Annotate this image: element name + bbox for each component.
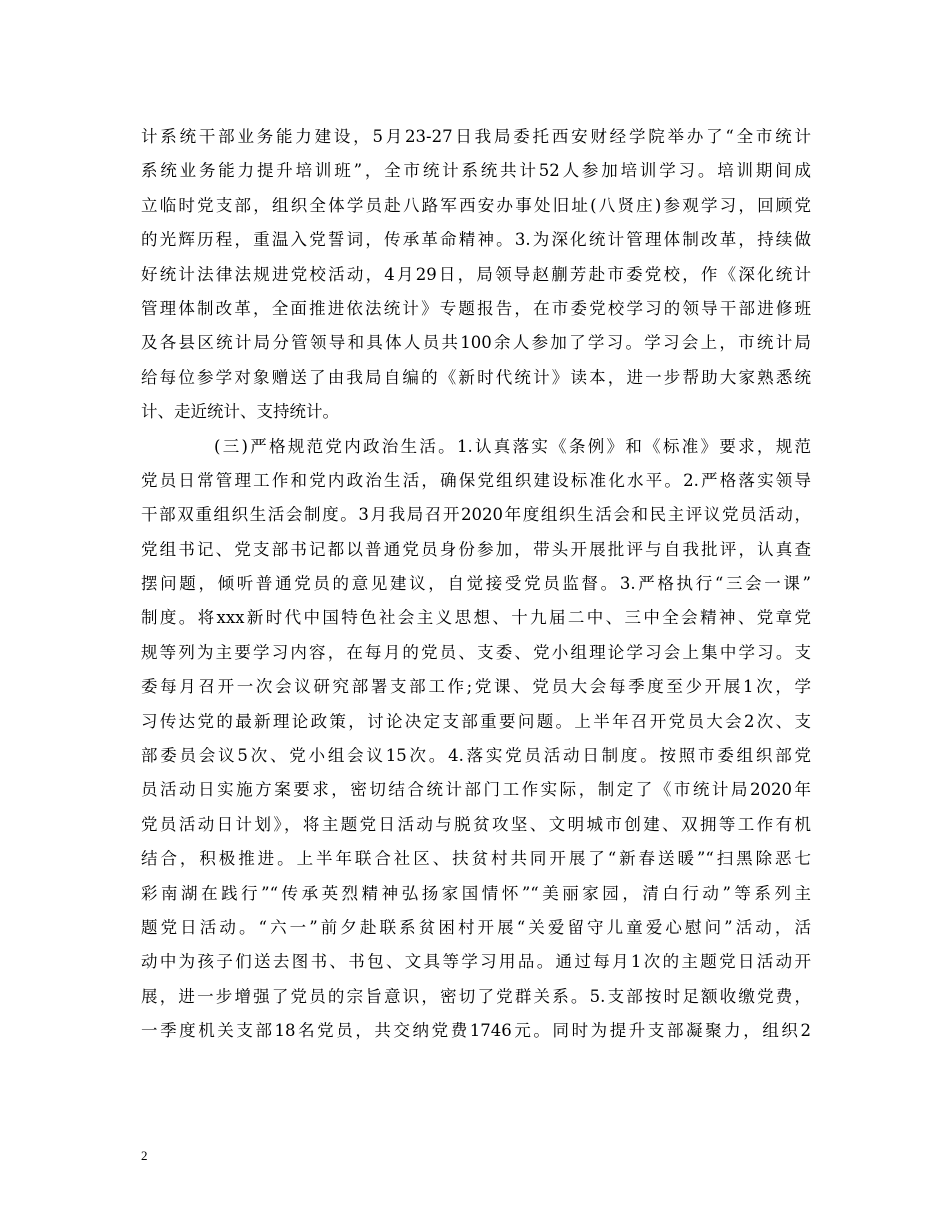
text-line: 好统计法律法规进党校活动，4月29日，局领导赵蒯芳赴市委党校，作《深化统计 (141, 264, 811, 284)
text-line: 计系统干部业务能力建设，5月23-27日我局委托西安财经学院举办了“全市统计 (141, 127, 811, 146)
text-line: 展，进一步增强了党员的宗旨意识，密切了党群关系。5.支部按时足额收缴党费， (141, 986, 811, 1006)
page-number: 2 (141, 1148, 148, 1163)
text-line: 结合，积极推进。上半年联合社区、扶贫村共同开展了“新春送暖”“扫黑除恶七 (141, 849, 811, 869)
text-line: 员活动日实施方案要求，密切结合统计部门工作实际，制定了《市统计局2020年 (141, 780, 811, 800)
paragraph-2 (141, 430, 811, 1049)
text-line: 部委员会议5次、党小组会议15次。4.落实党员活动日制度。按照市委组织部党 (141, 746, 811, 766)
text-line: 题党日活动。“六一”前夕赴联系贫困村开展“关爱留守儿童爱心慰问”活动，活 (141, 917, 811, 937)
text-line: 干部双重组织生活会制度。3月我局召开2020年度组织生活会和民主评议党员活动， (141, 505, 811, 525)
text-line: 立临时党支部，组织全体学员赴八路军西安办事处旧址(八贤庄)参观学习，回顾党 (141, 195, 811, 215)
text-line: 系统业务能力提升培训班”，全市统计系统共计52人参加培训学习。培训期间成 (141, 161, 811, 181)
text-line: 彩南湖在践行”“传承英烈精神弘扬家国情怀”“美丽家园，清白行动”等系列主 (141, 883, 811, 903)
text-line: 管理体制改革，全面推进依法统计》专题报告，在市委党校学习的领导干部进修班 (141, 298, 811, 318)
text-line: 党员活动日计划》，将主题党日活动与脱贫攻坚、文明城市创建、双拥等工作有机 (141, 814, 811, 834)
text-line: 一季度机关支部18名党员，共交纳党费1746元。同时为提升支部凝聚力，组织2 (141, 1021, 811, 1041)
text-line: 计、走近统计、支持统计。 (141, 402, 339, 422)
paragraph-1 (141, 120, 811, 430)
text-line-indented: (三)严格规范党内政治生活。1.认真落实《条例》和《标准》要求，规范 (214, 436, 811, 456)
text-line: 制度。将xxx新时代中国特色社会主义思想、十九届二中、三中全会精神、党章党 (141, 608, 811, 628)
text-line: 党员日常管理工作和党内政治生活，确保党组织建设标准化水平。2.严格落实领导 (141, 470, 811, 490)
text-line: 的光辉历程，重温入党誓词，传承革命精神。3.为深化统计管理体制改革，持续做 (141, 230, 811, 250)
text-line: 及各县区统计局分管领导和具体人员共100余人参加了学习。学习会上，市统计局 (141, 333, 811, 353)
text-line: 党组书记、党支部书记都以普通党员身份参加，带头开展批评与自我批评，认真查 (141, 539, 811, 559)
text-line: 摆问题，倾听普通党员的意见建议，自觉接受党员监督。3.严格执行“三会一课” (141, 574, 811, 594)
text-line: 规等列为主要学习内容，在每月的党员、支委、党小组理论学习会上集中学习。支 (141, 642, 811, 662)
document-body (141, 120, 811, 1049)
text-line: 委每月召开一次会议研究部署支部工作;党课、党员大会每季度至少开展1次，学 (141, 677, 811, 697)
text-line: 习传达党的最新理论政策，讨论决定支部重要问题。上半年召开党员大会2次、支 (141, 711, 811, 731)
text-line: 动中为孩子们送去图书、书包、文具等学习用品。通过每月1次的主题党日活动开 (141, 952, 811, 972)
text-line: 给每位参学对象赠送了由我局自编的《新时代统计》读本，进一步帮助大家熟悉统 (141, 367, 811, 387)
